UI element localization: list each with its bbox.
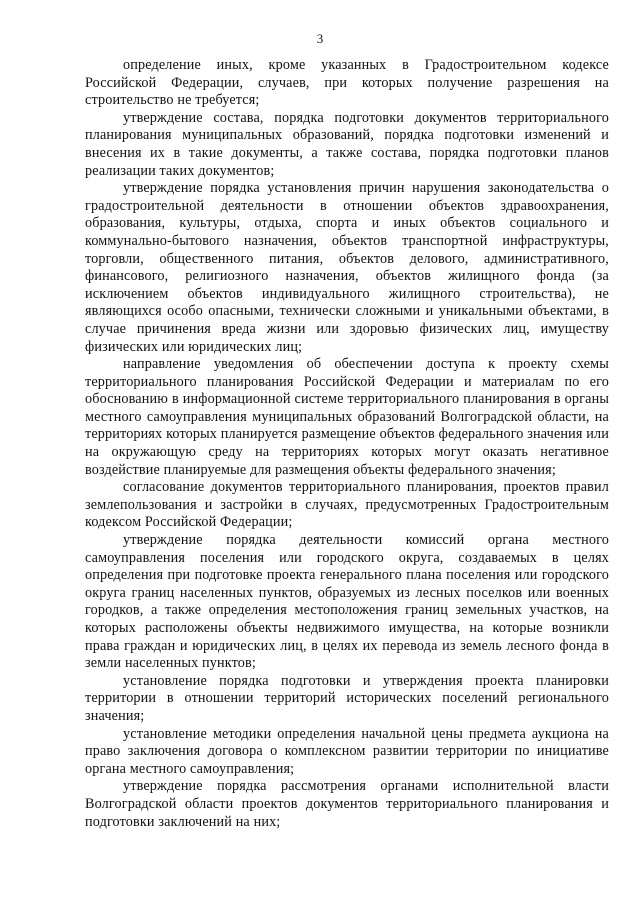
list-item: направление уведомления об обеспечении доступа к проекту схемы территориального планирования Российской Федерации и материалам по его обоснованию в информационной системе территориального планирования в органы местного самоуправления муниципальных образований Волгоградской области, на территориях которых планируется размещение объектов федерального значения или на окружающую среду на территориях которых могут оказать негативное воздействие планируемые для размещения объекты федерального значения; xyxy=(85,356,609,478)
page-number: 3 xyxy=(316,31,324,46)
document-body xyxy=(85,57,609,831)
list-item: установление порядка подготовки и утверждения проекта планировки территории в отношении территорий исторических поселений регионального значения; xyxy=(85,672,609,724)
list-item: установление методики определения начальной цены предмета аукциона на право заключения договора о комплексном развитии территории по инициативе органа местного самоуправления; xyxy=(85,725,609,777)
list-item: утверждение состава, порядка подготовки документов территориального планирования муниципальных образований, порядка подготовки изменений и внесения их в такие документы, а также состава, порядка подготовки планов реализации таких документов; xyxy=(85,109,609,179)
list-item: утверждение порядка рассмотрения органами исполнительной власти Волгоградской области проектов документов территориального планирования и подготовки заключений на них; xyxy=(85,778,609,830)
list-item: утверждение порядка деятельности комиссий органа местного самоуправления поселения или городского округа, создаваемых в целях определения при подготовке проекта генерального плана поселения или городского округа границ населенных пунктов, образуемых из лесных поселков или военных городков, а также определения местоположения границ земельных участков, на которых расположены объекты недвижимого имущества, на которые возникли права граждан и юридических лиц, в целях их перевода из земель лесного фонда в земли населенных пунктов; xyxy=(85,532,609,672)
list-item: утверждение порядка установления причин нарушения законодательства о градостроительной деятельности в отношении объектов здравоохранения, образования, культуры, отдыха, спорта и иных объектов социального и коммунально-бытового назначения, объектов транспортной инфраструктуры, торговли, общественного питания, объектов делового, административного, финансового, религиозного назначения, объектов жилищного фонда (за исключением объектов индивидуального жилищного строительства), не являющихся особо опасными, технически сложными и уникальными объектами, в случае причинения вреда жизни или здоровью физических лиц, имуществу физических или юридических лиц; xyxy=(85,180,609,355)
list-item: согласование документов территориального планирования, проектов правил землепользования и застройки в случаях, предусмотренных Градостроительным кодексом Российской Федерации; xyxy=(85,479,609,531)
list-item: определение иных, кроме указанных в Градостроительном кодексе Российской Федерации, случаев, при которых получение разрешения на строительство не требуется; xyxy=(85,57,609,109)
